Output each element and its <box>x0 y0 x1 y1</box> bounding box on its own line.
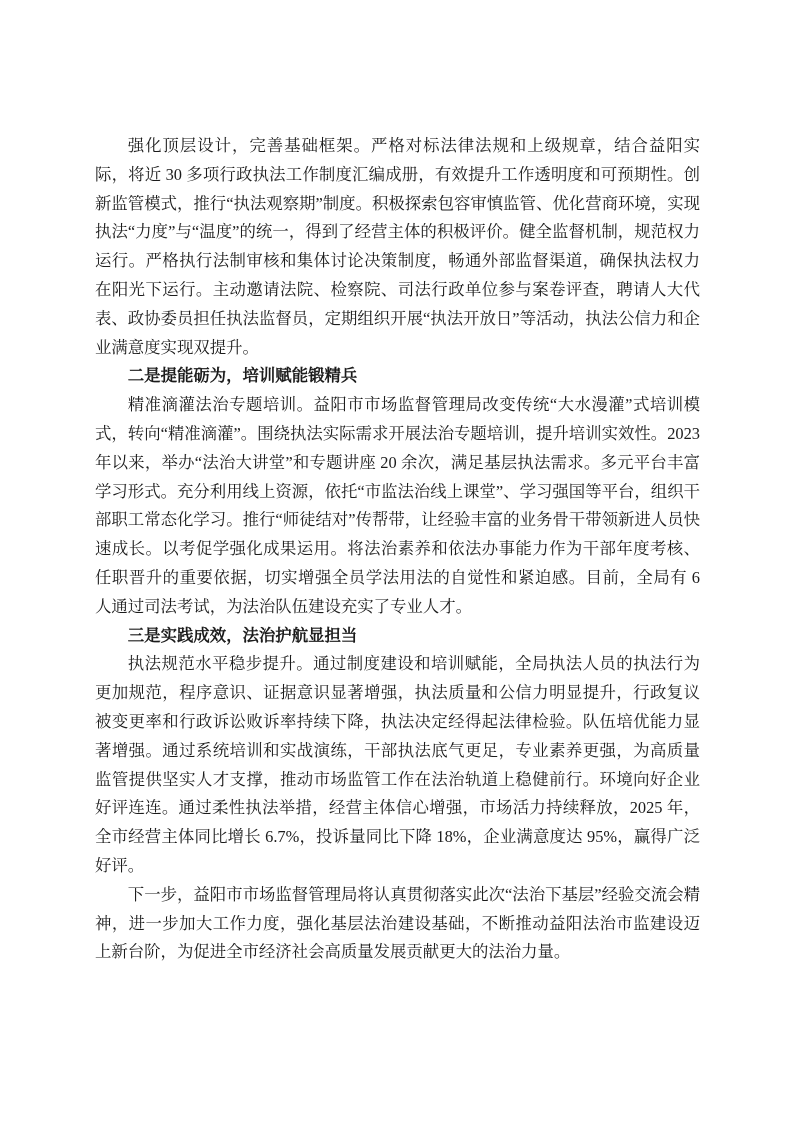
paragraph-enforcement-results: 执法规范水平稳步提升。通过制度建设和培训赋能，全局执法人员的执法行为更加规范，程序意识、证据意识显著增强，执法质量和公信力明显提升，行政复议被变更率和行政诉讼败诉率持续下降，执法决定经得起法律检验。队伍培优能力显著增强。通过系统培训和实战演练，干部执法底气更足，专业素养更强，为高质量监管提供坚实人才支撑，推动市场监管工作在法治轨道上稳健前行。环境向好企业好评连连。通过柔性执法举措，经营主体信心增强，市场活力持续释放，2025 年，全市经营主体同比增长 6.7%，投诉量同比下降 18%，企业满意度达 95%，赢得广泛好评。 <box>95 654 700 875</box>
section-heading-training: 二是提能砺为，培训赋能锻精兵 <box>127 366 358 386</box>
section-heading-practice-results: 三是实践成效，法治护航显担当 <box>127 625 358 645</box>
paragraph-top-level-design: 强化顶层设计，完善基础框架。严格对标法律法规和上级规章，结合益阳实际，将近 30 多项行政执法工作制度汇编成册，有效提升工作透明度和可预期性。创新监管模式，推行“执法观察期”制度。积极探索包容审慎监管、优化营商环境，实现执法“力度”与“温度”的统一，得到了经营主体的积极评价。健全监督机制，规范权力运行。严格执行法制审核和集体讨论决策制度，畅通外部监督渠道，确保执法权力在阳光下运行。主动邀请法院、检察院、司法行政单位参与案卷评查，聘请人大代表、政协委员担任执法监督员，定期组织开展“执法开放日”等活动，执法公信力和企业满意度实现双提升。 <box>95 136 700 357</box>
paragraph-next-steps: 下一步，益阳市市场监督管理局将认真贯彻落实此次“法治下基层”经验交流会精神，进一步加大工作力度，强化基层法治建设基础，不断推动益阳法治市监建设迈上新台阶，为促进全市经济社会高质量发展贡献更大的法治力量。 <box>95 884 700 962</box>
document-body <box>95 132 700 967</box>
paragraph-precision-training: 精准滴灌法治专题培训。益阳市市场监督管理局改变传统“大水漫灌”式培训模式，转向“精准滴灌”。围绕执法实际需求开展法治专题培训，提升培训实效性。2023 年以来，举办“法治大讲堂”和专题讲座 20 余次，满足基层执法需求。多元平台丰富学习形式。充分利用线上资源，依托“市监法治线上课堂”、学习强国等平台，组织干部职工常态化学习。推行“师徒结对”传帮带，让经验丰富的业务骨干带领新进人员快速成长。以考促学强化成果运用。将法治素养和依法办事能力作为干部年度考核、任职晋升的重要依据，切实增强全员学法用法的自觉性和紧迫感。目前，全局有 6 人通过司法考试，为法治队伍建设充实了专业人才。 <box>95 395 700 616</box>
